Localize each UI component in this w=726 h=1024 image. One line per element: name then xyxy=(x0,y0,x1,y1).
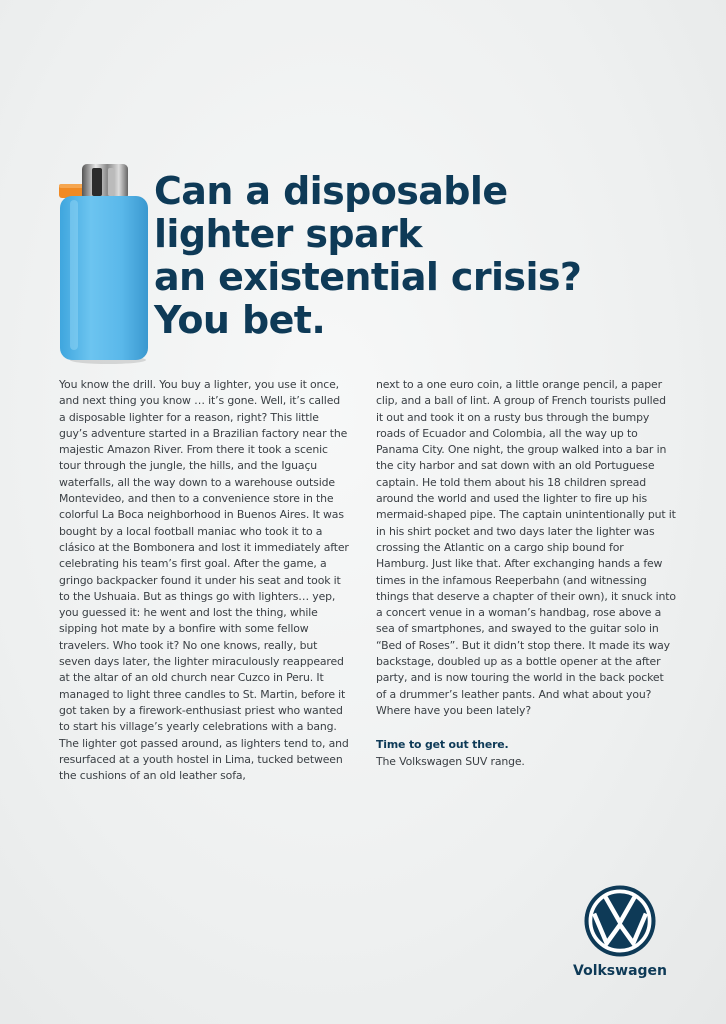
tagline: Time to get out there. xyxy=(376,738,509,752)
headline-line-4: You bet. xyxy=(154,298,326,342)
body-column-right xyxy=(376,377,676,770)
lighter-image xyxy=(56,160,156,365)
headline-line-1: Can a disposable xyxy=(154,169,508,213)
body-text-right: next to a one euro coin, a little orange pencil, a paper clip, and a ball of lint. A group of French tourists pulled it out and took it on a rusty bus through the bumpy roads of Ecuador and Colombia, all the way up to Panama City. One night, the group walked into a bar in the city harbor and sat down with an old Portuguese captain. He told them about his 18 children spread around the world and used the lighter to fire up his mermaid-shaped pipe. The captain unintentionally put it in his shirt pocket and two days later the lighter was crossing the Atlantic on a cargo ship bound for Hamburg. Just like that. After exchanging hands a few times in the infamous Reeperbahn (and witnessing things that deserve a chapter of their own), it snuck into a concert venue in a woman’s handbag, rose above a sea of smartphones, and swayed to the guitar solo in “Bed of Roses”. But it didn’t stop there. It made its way backstage, doubled up as a bottle opener at the after party, and is now touring the world in the back pocket of a drummer’s leather pants. And what about you? Where have you been lately? xyxy=(376,378,676,717)
volkswagen-logo-icon xyxy=(583,884,657,958)
headline-line-3: an existential crisis? xyxy=(154,255,582,299)
headline-line-2: lighter spark xyxy=(154,212,422,256)
subline: The Volkswagen SUV range. xyxy=(376,754,525,768)
headline xyxy=(154,170,674,342)
brand-name: Volkswagen xyxy=(573,963,667,979)
body-column-left xyxy=(59,377,349,784)
body-text-left: You know the drill. You buy a lighter, you use it once, and next thing you know … it’s gone. Well, it’s called a disposable lighter for a reason, right? This little guy’s adventure started in a Brazilian factory near the majestic Amazon River. From there it took a scenic tour through the jungle, the hills, and the Iguaçu waterfalls, all the way down to a warehouse outside Montevideo, and then to a convenience store in the colorful La Boca neighborhood in Buenos Aires. It was bought by a local football maniac who took it to a clásico at the Bombonera and lost it immediately after celebrating his team’s first goal. After the game, a gringo backpacker found it under his seat and took it to the Ushuaia. But as things go with lighters… yep, you guessed it: he went and lost the thing, while sipping hot mate by a bonfire with some fellow travelers. Who took it? No one knows, really, but seven days later, the lighter miraculously reappeared at the altar of an old church near Cuzco in Peru. It managed to light three candles to St. Martin, before it got taken by a firework-enthusiast priest who wanted to start his village’s yearly celebrations with a bang. The lighter got passed around, as lighters tend to, and resurfaced at a youth hostel in Lima, tucked between the cushions of an old leather sofa, xyxy=(59,378,349,783)
